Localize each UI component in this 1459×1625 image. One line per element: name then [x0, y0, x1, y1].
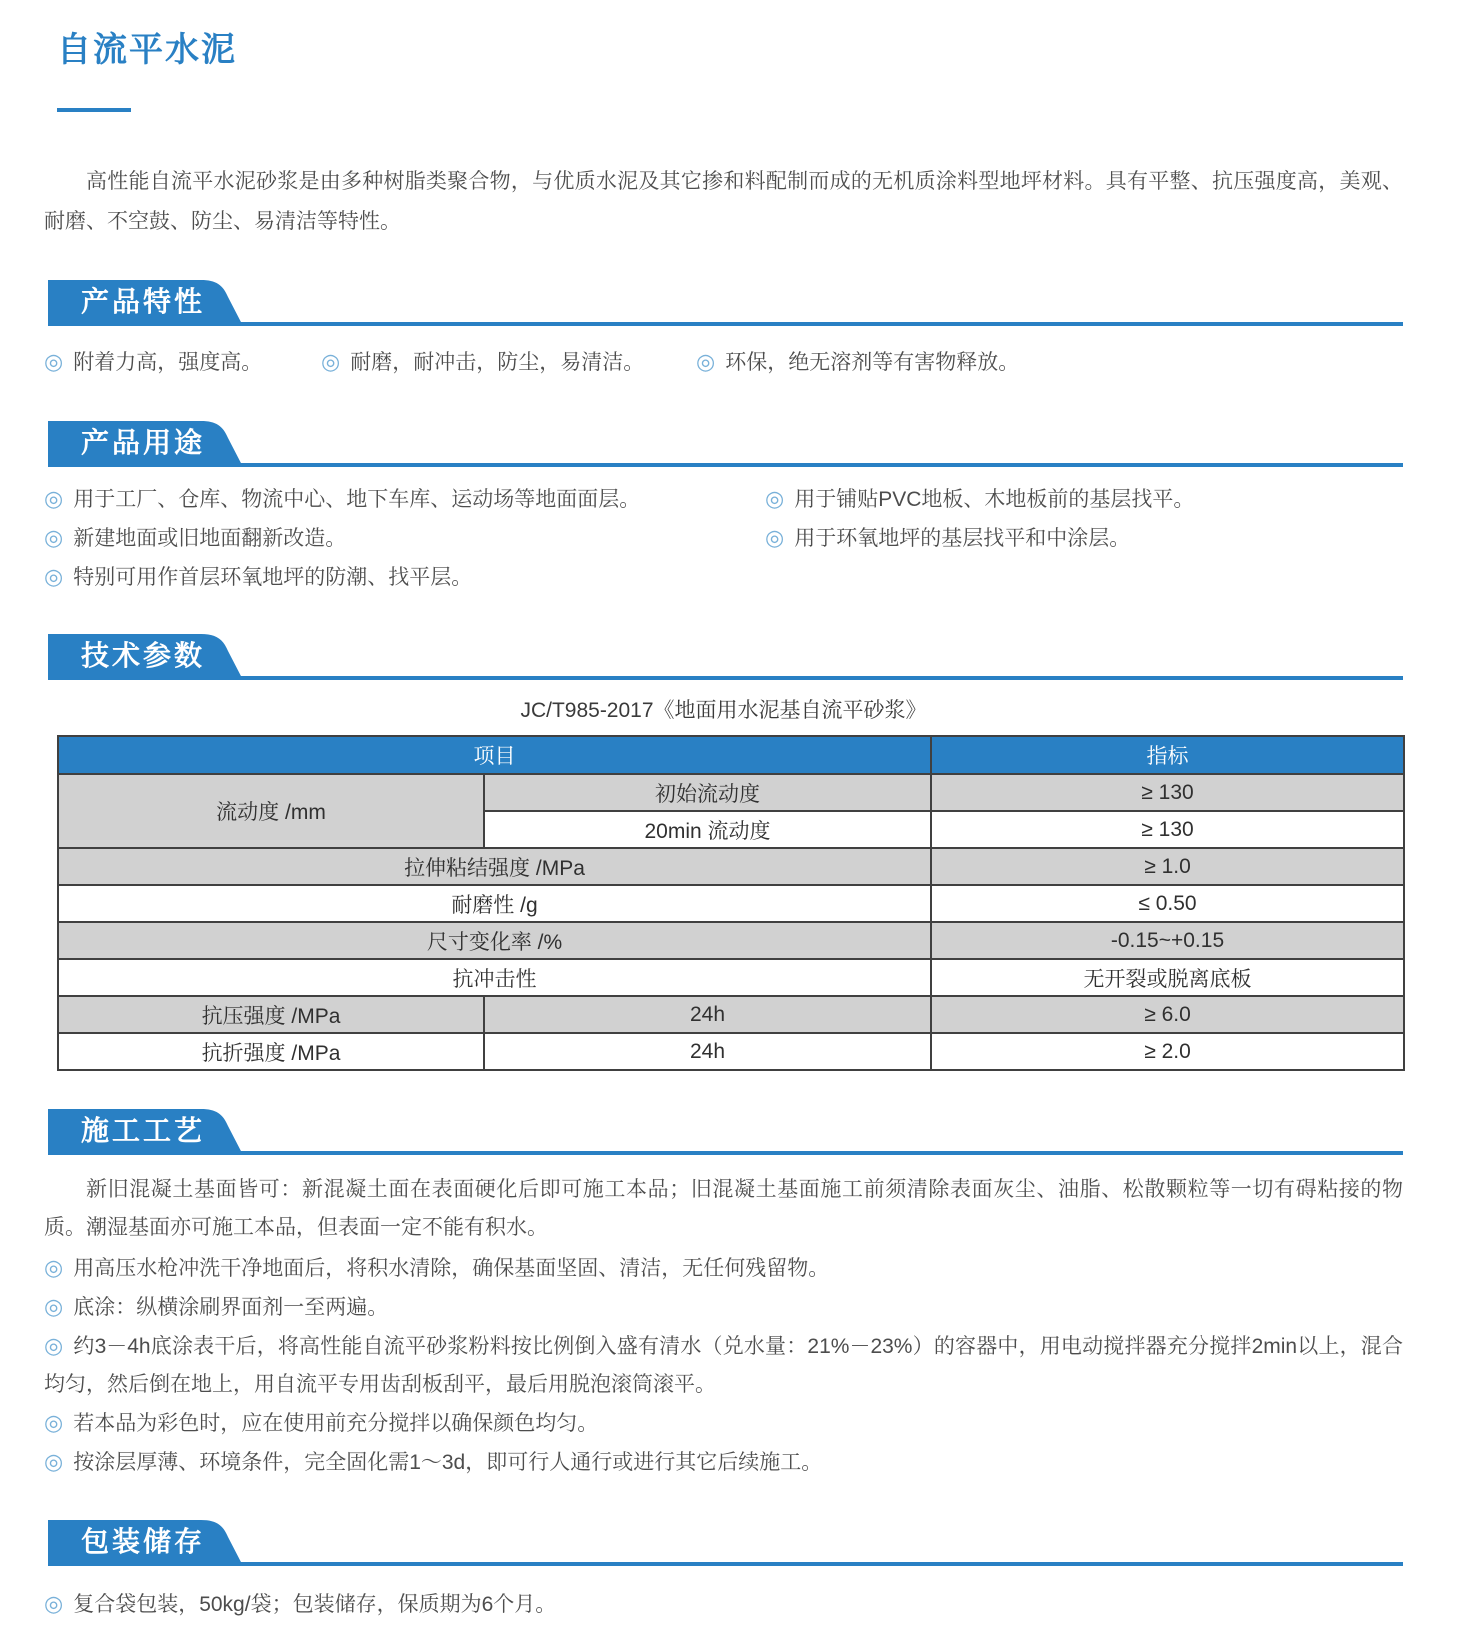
- spec-sub-cell: 20min 流动度: [484, 811, 931, 848]
- specs-standard-caption: JC/T985-2017《地面用水泥基自流平砂浆》: [520, 699, 927, 722]
- section-underline: [48, 1151, 1403, 1155]
- bullseye-icon: ◎: [44, 1255, 64, 1280]
- spec-name-cell: 耐磨性 /g: [58, 885, 931, 922]
- spec-value-cell: ≥ 2.0: [931, 1033, 1404, 1070]
- section-process: [44, 1109, 1403, 1482]
- table-row: [58, 848, 1404, 885]
- feature-item: [44, 342, 321, 383]
- process-paragraph: 新旧混凝土基面皆可：新混凝土面在表面硬化后即可施工本品；旧混凝土基面施工前须清除表面灰尘、油脂、松散颗粒等一切有碍粘接的物质。潮湿基面亦可施工本品，但表面一定不能有积水。: [44, 1178, 1403, 1239]
- process-item: [44, 1404, 1403, 1443]
- feature-item: [321, 342, 696, 383]
- bullseye-icon: ◎: [765, 486, 785, 511]
- table-row: [58, 922, 1404, 959]
- spec-name-cell: 抗压强度 /MPa: [58, 996, 484, 1033]
- use-item: [44, 480, 765, 518]
- use-item: [44, 558, 765, 596]
- specs-header-project: 项目: [58, 736, 931, 774]
- use-item: [765, 480, 1403, 518]
- uses-right-column: [765, 479, 1403, 596]
- use-item-text: 用于工厂、仓库、物流中心、地下车库、运动场等地面面层。: [73, 488, 641, 511]
- uses-left-column: [44, 479, 765, 596]
- spec-name-cell: 拉伸粘结强度 /MPa: [58, 848, 931, 885]
- bullseye-icon: ◎: [44, 1294, 64, 1319]
- table-row: [58, 959, 1404, 996]
- packaging-item: [44, 1584, 1403, 1625]
- table-row: [58, 885, 1404, 922]
- feature-item-text: 附着力高，强度高。: [73, 351, 263, 374]
- section-title: 施工工艺: [81, 1115, 206, 1146]
- section-underline: [48, 463, 1403, 467]
- bullseye-icon: ◎: [321, 349, 341, 374]
- use-item-text: 用于铺贴PVC地板、木地板前的基层找平。: [794, 488, 1195, 511]
- page-title: 自流平水泥: [57, 31, 237, 69]
- intro-paragraph: 高性能自流平水泥砂浆是由多种树脂类聚合物，与优质水泥及其它掺和料配制而成的无机质涂料型地坪材料。具有平整、抗压强度高，美观、耐磨、不空鼓、防尘、易清洁等特性。: [44, 170, 1403, 233]
- bullseye-icon: ◎: [44, 525, 64, 550]
- bullseye-icon: ◎: [44, 1591, 64, 1616]
- section-title: 包装储存: [81, 1526, 206, 1557]
- spec-sub-cell: 24h: [484, 996, 931, 1033]
- section-features: [44, 280, 1403, 383]
- section-tab: [48, 280, 243, 326]
- packaging-list: [44, 1584, 1403, 1625]
- section-underline: [48, 1562, 1403, 1566]
- spec-value-cell: ≥ 1.0: [931, 848, 1404, 885]
- process-item: [44, 1443, 1403, 1482]
- use-item-text: 新建地面或旧地面翻新改造。: [73, 527, 347, 550]
- section-header-features: [44, 280, 1403, 326]
- use-item-text: 用于环氧地坪的基层找平和中涂层。: [794, 527, 1131, 550]
- spec-value-cell: -0.15~+0.15: [931, 922, 1404, 959]
- feature-item-text: 环保，绝无溶剂等有害物释放。: [725, 351, 1020, 374]
- section-tab: [48, 1109, 243, 1155]
- title-underline: [57, 108, 131, 112]
- spec-value-cell: ≤ 0.50: [931, 885, 1404, 922]
- spec-value-cell: ≥ 130: [931, 774, 1404, 811]
- specs-header-index: 指标: [931, 736, 1404, 774]
- process-item-text: 若本品为彩色时，应在使用前充分搅拌以确保颜色均匀。: [73, 1412, 599, 1435]
- process-item-text: 约3－4h底涂表干后，将高性能自流平砂浆粉料按比例倒入盛有清水（兑水量：21%－23%）的容器中，用电动搅拌器充分搅拌2min以上，混合均匀，然后倒在地上，用自流平专用齿刮板刮平，最后用脱泡滚筒滚平。: [44, 1335, 1403, 1396]
- spec-name-cell: 抗冲击性: [58, 959, 931, 996]
- table-row: [58, 774, 1404, 811]
- section-packaging: [44, 1520, 1403, 1625]
- process-list: [44, 1249, 1403, 1482]
- spec-value-cell: ≥ 6.0: [931, 996, 1404, 1033]
- spec-name-cell: 抗折强度 /MPa: [58, 1033, 484, 1070]
- spec-sub-cell: 24h: [484, 1033, 931, 1070]
- table-row: [58, 1033, 1404, 1070]
- section-title: 产品用途: [81, 427, 206, 458]
- process-item-text: 用高压水枪冲洗干净地面后，将积水清除，确保基面坚固、清洁，无任何残留物。: [73, 1257, 830, 1280]
- process-item: [44, 1249, 1403, 1288]
- section-underline: [48, 322, 1403, 326]
- uses-list: [44, 479, 1403, 596]
- bullseye-icon: ◎: [44, 486, 64, 511]
- spec-sub-cell: 初始流动度: [484, 774, 931, 811]
- specs-table: [57, 735, 1405, 1071]
- packaging-item-text: 复合袋包装，50kg/袋；包装储存，保质期为6个月。: [73, 1593, 557, 1616]
- features-list: [44, 342, 1403, 383]
- section-header-process: [44, 1109, 1403, 1155]
- bullseye-icon: ◎: [44, 1333, 64, 1358]
- process-item-text: 底涂：纵横涂刷界面剂一至两遍。: [73, 1296, 389, 1319]
- specs-table-header-row: [58, 736, 1404, 774]
- section-title: 技术参数: [81, 640, 206, 671]
- section-specs: [44, 634, 1403, 1071]
- use-item: [44, 519, 765, 557]
- spec-value-cell: ≥ 130: [931, 811, 1404, 848]
- bullseye-icon: ◎: [765, 525, 785, 550]
- section-tab: [48, 421, 243, 467]
- bullseye-icon: ◎: [696, 349, 716, 374]
- section-tab: [48, 1520, 243, 1566]
- section-tab: [48, 634, 243, 680]
- bullseye-icon: ◎: [44, 1449, 64, 1474]
- feature-item: [696, 342, 1019, 383]
- bullseye-icon: ◎: [44, 349, 64, 374]
- section-header-uses: [44, 421, 1403, 467]
- feature-item-text: 耐磨，耐冲击，防尘，易清洁。: [350, 351, 645, 374]
- bullseye-icon: ◎: [44, 564, 64, 589]
- spec-name-cell: 尺寸变化率 /%: [58, 922, 931, 959]
- process-item: [44, 1327, 1403, 1404]
- section-uses: [44, 421, 1403, 596]
- bullseye-icon: ◎: [44, 1410, 64, 1435]
- section-header-packaging: [44, 1520, 1403, 1566]
- process-item: [44, 1288, 1403, 1327]
- table-row: [58, 996, 1404, 1033]
- section-underline: [48, 676, 1403, 680]
- use-item-text: 特别可用作首层环氧地坪的防潮、找平层。: [73, 566, 473, 589]
- spec-value-cell: 无开裂或脱离底板: [931, 959, 1404, 996]
- section-title: 产品特性: [81, 286, 206, 317]
- process-item-text: 按涂层厚薄、环境条件，完全固化需1～3d，即可行人通行或进行其它后续施工。: [73, 1451, 823, 1474]
- use-item: [765, 519, 1403, 557]
- section-header-specs: [44, 634, 1403, 680]
- spec-name-cell: 流动度 /mm: [58, 774, 484, 848]
